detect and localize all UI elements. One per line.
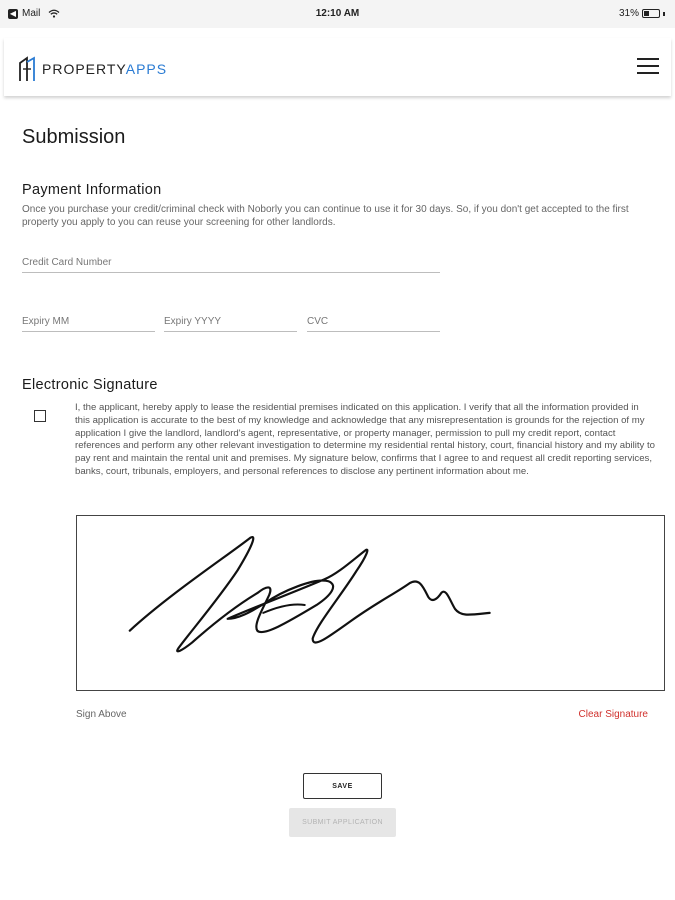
credit-card-number-input[interactable] (22, 257, 440, 273)
back-app-label[interactable]: Mail (22, 8, 41, 19)
legal-agreement-text: I, the applicant, hereby apply to lease the residential premises indicated on this application. I verify that all the information provided in this application is accurate to the best of my knowledge and acknowledge that any misrepresentation is grounds for the rejection of my application I give the landlord, landlord's agent, representative, or property manager, permission to pull my credit report, contact references and perform any other relevant investigation to determine my residential rental history, court, financial history and my ability to pay rent and maintain the rental unit and premises. My signature below, confirms that I agree to and request all credit reporting services, banks, court, tribunals, employers, and personal references to disclose any pertinent information about me. (75, 402, 655, 477)
signature-drawing (77, 516, 664, 690)
battery-fill (644, 11, 649, 16)
property-apps-logo[interactable] (18, 56, 167, 82)
status-time: 12:10 AM (315, 8, 360, 19)
app-header (4, 38, 671, 96)
page-title: Submission (22, 126, 126, 148)
back-arrow-icon[interactable]: ◀ (9, 8, 17, 18)
logo-text-apps: APPS (125, 61, 168, 77)
save-button[interactable]: SAVE (303, 773, 382, 799)
battery-icon (642, 9, 660, 18)
payment-description: Once you purchase your credit/criminal check with Noborly you can continue to use it for 30 days. So, if you don't get accepted to the first property you apply to you can reuse your screening for other landlords. (22, 204, 629, 228)
signature-section-title: Electronic Signature (22, 377, 158, 393)
hamburger-menu-icon[interactable] (637, 58, 659, 76)
status-right (619, 8, 665, 19)
signature-pad[interactable] (76, 515, 665, 691)
logo-text-property: PROPERTY (42, 61, 126, 77)
agree-checkbox[interactable] (34, 410, 46, 422)
battery-percent: 31% (618, 8, 639, 19)
sign-above-label: Sign Above (76, 709, 127, 720)
expiry-year-input[interactable] (164, 316, 297, 332)
payment-section-title: Payment Information (22, 182, 162, 198)
status-bar (0, 0, 675, 28)
cvc-input[interactable] (307, 316, 440, 332)
battery-cap (663, 12, 665, 16)
clear-signature-link[interactable]: Clear Signature (578, 709, 648, 720)
submit-application-button[interactable]: SUBMIT APPLICATION (289, 808, 396, 837)
building-logo-icon (18, 56, 40, 82)
expiry-month-input[interactable] (22, 316, 155, 332)
logo-wordmark (42, 61, 167, 77)
